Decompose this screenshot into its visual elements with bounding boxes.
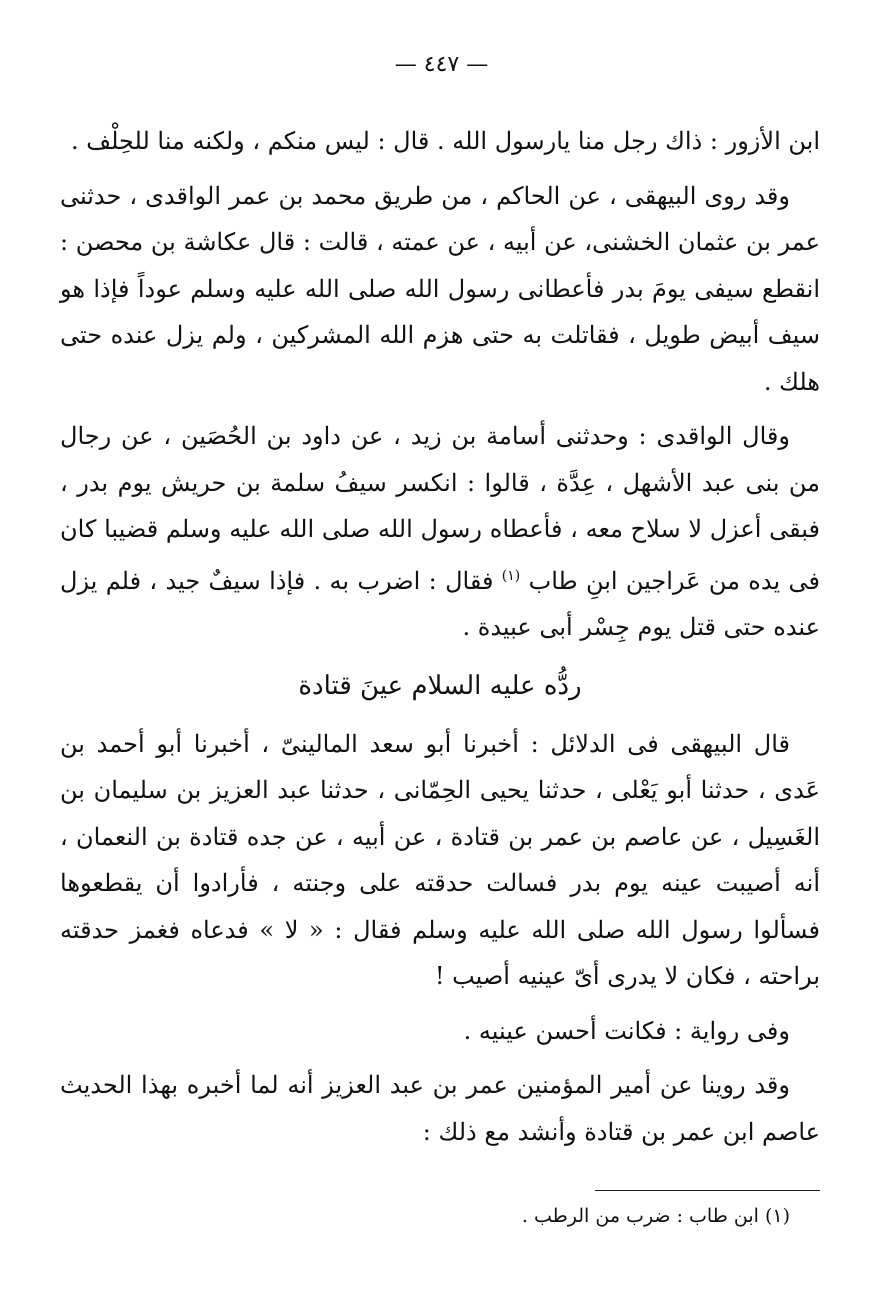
paragraph-2: وقد روى البيهقى ، عن الحاكم ، من طريق محمد بن عمر الواقدى ، حدثنى عمر بن عثمان الخشنى، عن أبيه ، عن عمته ، قالت : قال عكاشة بن محصن : انقطع سيفى يومَ بدر فأعطانى رسول الله صلى الله عليه وسلم عوداً فإذا هو سيف أبيض طويل ، فقاتلت به حتى هزم الله المشركين ، ولم يزل عنده حتى هلك . xyxy=(60,181,820,396)
footnote-divider xyxy=(595,1190,820,1191)
section-heading: ردُّه عليه السلام عينَ قتادة xyxy=(298,670,582,701)
page-number: — ٤٤٧ — xyxy=(394,52,489,77)
footnote: (١) ابن طاب : ضرب من الرطب . xyxy=(521,1205,790,1227)
paragraph-6: وقد روينا عن أمير المؤمنين عمر بن عبد العزيز أنه لما أخبره بهذا الحديث عاصم ابن عمر بن قتادة وأنشد مع ذلك : xyxy=(60,1071,820,1146)
paragraph-3-part-b: فقال : اضرب به . فإذا سيفٌ جيد ، فلم يزل عنده حتى قتل يوم جِسْر أبى عبيدة . xyxy=(60,566,820,641)
paragraph-1: ابن الأزور : ذاك رجل منا يارسول الله . قال : ليس منكم ، ولكنه منا للحِلْف . xyxy=(71,127,820,155)
footnote-marker: (١) xyxy=(501,567,521,584)
main-text xyxy=(60,118,820,1163)
paragraph-3-part-a: وقال الواقدى : وحدثنى أسامة بن زيد ، عن داود بن الحُصَين ، عن رجال من بنى عبد الأشهل ، عِدَّة ، قالوا : انكسر سيفُ سلمة بن حريش يوم بدر ، فبقى أعزل لا سلاح معه ، فأعطاه رسول الله صلى الله عليه وسلم قضيبا كان فى يده من عَراجين ابنِ طاب xyxy=(60,422,820,595)
paragraph-3 xyxy=(60,413,820,651)
paragraph-4: قال البيهقى فى الدلائل : أخبرنا أبو سعد المالينىّ ، أخبرنا أبو أحمد بن عَدى ، حدثنا أبو يَعْلى ، حدثنا يحيى الحِمّانى ، حدثنا عبد العزيز بن سليمان بن الغَسِيل ، عن عاصم بن عمر بن قتادة ، عن أبيه ، عن جده قتادة بن النعمان ، أنه أصيبت عينه يوم بدر فسالت حدقته على وجنته ، فأرادوا أن يقطعوها فسألوا رسول الله صلى الله عليه وسلم فقال : « لا » فدعاه فغمز حدقته براحته ، فكان لا يدرى أىّ عينيه أصيب ! xyxy=(60,729,820,990)
paragraph-5: وفى رواية : فكانت أحسن عينيه . xyxy=(463,1016,790,1045)
